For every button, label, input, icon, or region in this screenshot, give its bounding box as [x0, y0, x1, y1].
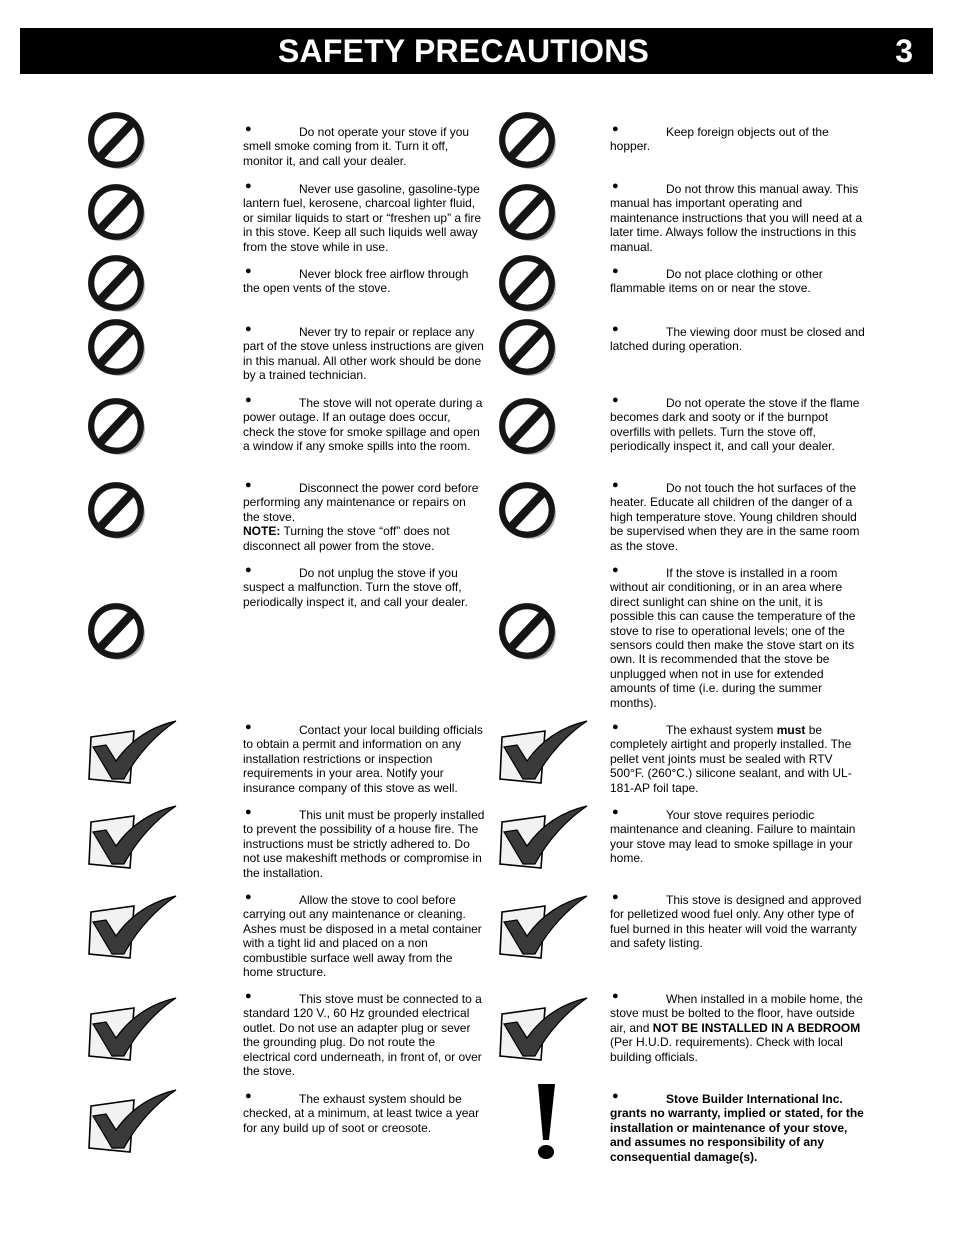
safety-text: Never block free airflow through the open vents of the stove.	[243, 267, 469, 296]
page-title: SAFETY PRECAUTIONS	[278, 33, 650, 69]
safety-text: Contact your local building officials to obtain a permit and information on any installation restrictions or inspection requirements in your area. Notify your insurance company of this stove as well.	[243, 723, 483, 795]
safety-text: Do not unplug the stove if you suspect a malfunction. Turn the stove off, periodically inspect it, and call your dealer.	[243, 566, 468, 609]
safety-item	[243, 481, 485, 553]
safety-item	[610, 182, 866, 254]
safety-item	[243, 182, 485, 254]
prohibition-icon	[497, 317, 559, 379]
bullet-icon: ●	[612, 323, 619, 335]
bullet-icon: ●	[245, 265, 252, 277]
safety-text: If the stove is installed in a room without air conditioning, or in an area where direct sunlight can shine on the unit, it is possible this can cause the temperature of the stove to rise to operational levels; one of the sensors could then make the stove start on its own. It is recommended that the stove be unplugged when not in use for extended amounts of time (i.e. during the summer months).	[610, 566, 856, 710]
safety-text: The stove will not operate during a power outage. If an outage does occur, check the stove for smoke spillage and open a window if any smoke spills into the room.	[243, 396, 483, 454]
prohibition-icon	[497, 396, 559, 458]
safety-item	[243, 808, 485, 880]
safety-text: The exhaust system must be completely airtight and properly installed. The pellet vent joints must be sealed with RTV 500°F. (260°C.) silicone sealant, and with UL-181-AP foil tape.	[610, 723, 852, 795]
prohibition-icon	[86, 317, 148, 379]
bullet-icon: ●	[245, 394, 252, 406]
bullet-icon: ●	[612, 564, 619, 576]
safety-item	[610, 893, 866, 951]
emphasis: must	[776, 723, 806, 737]
safety-item	[243, 566, 485, 609]
checkmark-icon	[88, 804, 178, 870]
bullet-icon: ●	[612, 891, 619, 903]
safety-item	[610, 481, 866, 553]
bullet-icon: ●	[245, 323, 252, 335]
safety-text: Do not throw this manual away. This manual has important operating and maintenance instructions that you will need at a later time. Always follow the instructions in this manual.	[610, 182, 863, 254]
bullet-icon: ●	[245, 990, 252, 1002]
bullet-icon: ●	[612, 806, 619, 818]
prohibition-icon	[497, 253, 559, 315]
safety-text: Do not place clothing or other flammable items on or near the stove.	[610, 267, 823, 296]
safety-text: Disconnect the power cord before performing any maintenance or repairs on the stove. NOTE: Turning the stove “off” does not disconnect all power from the stove.	[243, 481, 479, 553]
prohibition-icon	[497, 601, 559, 663]
checkmark-icon	[88, 894, 178, 960]
safety-item	[243, 1092, 485, 1135]
safety-item	[243, 893, 485, 979]
prohibition-icon	[86, 182, 148, 244]
prohibition-icon	[497, 182, 559, 244]
safety-text: Never use gasoline, gasoline-type lantern fuel, kerosene, charcoal lighter fluid, or similar liquids to start or “freshen up” a fire in this stove. Keep all such liquids well away from the stove while in use.	[243, 182, 482, 254]
prohibition-icon	[86, 253, 148, 315]
bullet-icon: ●	[245, 1090, 252, 1102]
emphasis: NOT BE INSTALLED IN A BEDROOM	[652, 1020, 861, 1035]
safety-text: Keep foreign objects out of the hopper.	[610, 125, 829, 154]
safety-item	[610, 267, 866, 296]
safety-item	[610, 992, 866, 1064]
prohibition-icon	[497, 480, 559, 542]
safety-item	[610, 808, 866, 866]
bullet-icon: ●	[612, 123, 619, 135]
checkmark-icon	[499, 894, 589, 960]
safety-item	[243, 396, 485, 454]
safety-item	[243, 992, 485, 1078]
prohibition-icon	[86, 480, 148, 542]
safety-text: This stove is designed and approved for pelletized wood fuel only. Any other type of fuel burned in this heater will void the warranty and safety listing.	[610, 893, 862, 951]
note-label: NOTE:	[243, 524, 281, 539]
bullet-icon: ●	[612, 180, 619, 192]
bullet-icon: ●	[612, 1090, 619, 1102]
safety-item	[610, 723, 866, 795]
safety-item	[610, 566, 866, 710]
checkmark-icon	[88, 719, 178, 785]
bullet-icon: ●	[612, 394, 619, 406]
safety-text: Never try to repair or replace any part of the stove unless instructions are given in this manual. All other work should be done by a trained technician.	[243, 325, 484, 383]
bullet-icon: ●	[245, 891, 252, 903]
safety-item	[243, 125, 485, 168]
prohibition-icon	[497, 110, 559, 172]
safety-item	[610, 325, 866, 354]
safety-text: This unit must be properly installed to prevent the possibility of a house fire. The instructions must be strictly adhered to. Do not use makeshift methods or compromise in the installation.	[243, 808, 485, 880]
bullet-icon: ●	[245, 806, 252, 818]
safety-text: When installed in a mobile home, the stove must be bolted to the floor, have outside air, and NOT BE INSTALLED IN A BEDROOM (Per H.U.D. requirements). Check with local building officials.	[610, 992, 863, 1064]
safety-text: The exhaust system should be checked, at a minimum, at least twice a year for any build up of soot or creosote.	[243, 1092, 480, 1135]
safety-text: This stove must be connected to a standard 120 V., 60 Hz grounded electrical outlet. Do not use an adapter plug or sever the grounding plug. Do not route the electrical cord underneath, in front of, or over the stove.	[243, 992, 482, 1079]
safety-text: The viewing door must be closed and latched during operation.	[610, 325, 865, 354]
safety-item	[610, 396, 866, 454]
bullet-icon: ●	[245, 564, 252, 576]
page-header	[20, 28, 933, 74]
checkmark-icon	[499, 804, 589, 870]
checkmark-icon	[499, 996, 589, 1062]
bullet-icon: ●	[612, 479, 619, 491]
bullet-icon: ●	[245, 721, 252, 733]
prohibition-icon	[86, 110, 148, 172]
prohibition-icon	[86, 396, 148, 458]
bullet-icon: ●	[245, 180, 252, 192]
safety-text: Do not operate your stove if you smell smoke coming from it. Turn it off, monitor it, and call your dealer.	[243, 125, 470, 168]
bullet-icon: ●	[612, 721, 619, 733]
bullet-icon: ●	[612, 990, 619, 1002]
safety-text: Your stove requires periodic maintenance and cleaning. Failure to maintain your stove may lead to smoke spillage in your home.	[610, 808, 856, 866]
bullet-icon: ●	[245, 479, 252, 491]
safety-item	[610, 125, 866, 154]
prohibition-icon	[86, 601, 148, 663]
warranty-disclaimer	[610, 1092, 866, 1164]
bullet-icon: ●	[245, 123, 252, 135]
safety-text: Do not operate the stove if the flame becomes dark and sooty or if the burnpot overfills with pellets. Turn the stove off, periodically inspect it, and call your dealer.	[610, 396, 860, 454]
safety-text: Allow the stove to cool before carrying out any maintenance or cleaning. Ashes must be disposed in a metal container with a tight lid and placed on a non combustible surface well away from the home structure.	[243, 893, 482, 980]
page-number: 3	[895, 33, 913, 69]
safety-item	[243, 267, 485, 296]
exclamation-icon	[532, 1082, 562, 1162]
safety-item	[243, 723, 485, 795]
checkmark-icon	[499, 719, 589, 785]
bullet-icon: ●	[612, 265, 619, 277]
safety-text: Do not touch the hot surfaces of the heater. Educate all children of the danger of a high temperature stove. Young children should be supervised when they are in the same room as the stove.	[610, 481, 860, 553]
disclaimer-text: Stove Builder International Inc. grants no warranty, implied or stated, for the installation or maintenance of your stove, and assumes no responsibility of any consequential damage(s).	[610, 1092, 864, 1164]
safety-item	[243, 325, 485, 383]
checkmark-icon	[88, 996, 178, 1062]
checkmark-icon	[88, 1088, 178, 1154]
